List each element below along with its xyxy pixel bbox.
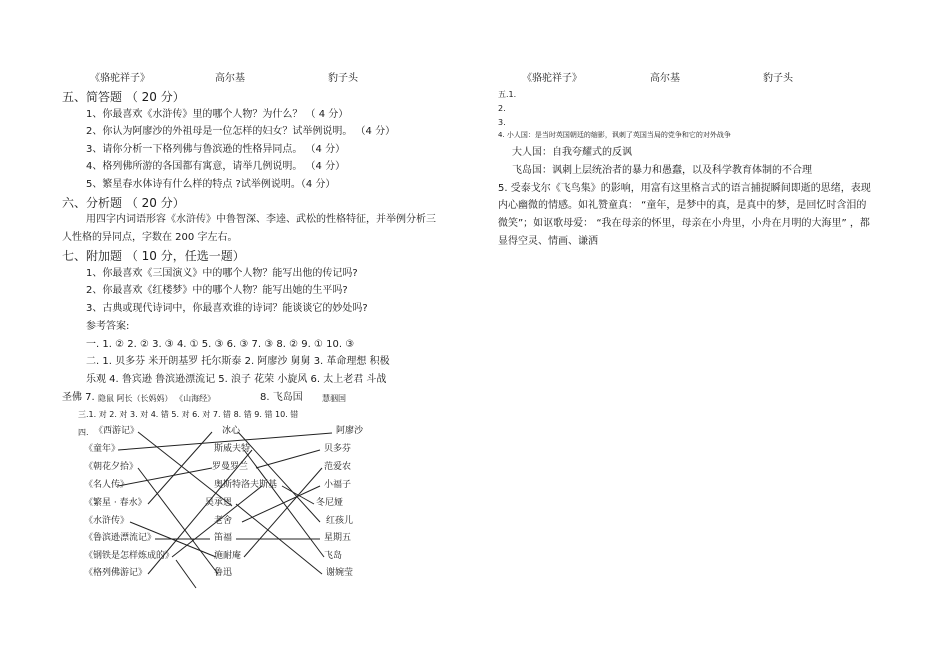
match-character-2: 贝多芬 bbox=[324, 444, 352, 454]
match-line bbox=[138, 468, 218, 574]
right-header-author: 高尔基 bbox=[650, 73, 680, 84]
section-7-item-2: 2、你最喜欢《红楼梦》中的哪个人物？能写出她的生平吗? bbox=[86, 285, 348, 296]
match-line bbox=[256, 450, 320, 468]
right-answer-5-2: 2. bbox=[498, 104, 506, 113]
answers-part-1: 一. 1. ② 2. ② 3. ③ 4. ① 5. ③ 6. ③ 7. ③ 8. ② 9. ① 10. ③ bbox=[86, 339, 355, 350]
match-character-3: 范爱农 bbox=[324, 462, 352, 472]
right-answer-5-4: 4. 小人国：是当时英国朝廷的缩影，讽刺了英国当局的党争和它的对外战争 bbox=[498, 131, 731, 139]
match-character-5: 冬尼娅 bbox=[316, 498, 344, 508]
section-5-item-2: 2、你认为阿廖沙的外祖母是一位怎样的妇女？试举例说明。 （4 分） bbox=[86, 126, 396, 137]
section-6-line-1: 用四字内词语形容《水浒传》中鲁智深、李逵、武松的性格特征，并举例分析三 bbox=[86, 214, 436, 225]
section-5-title: 五、简答题 （ 20 分） bbox=[62, 90, 185, 104]
section-5-item-4: 4、格列佛所游的各国都有寓意，请举几例说明。 （4 分） bbox=[86, 161, 346, 172]
answers-part-2-line-1: 二. 1. 贝多芬 米开朗基罗 托尔斯泰 2. 阿廖沙 舅舅 3. 革命理想 积极 bbox=[86, 356, 390, 367]
match-line bbox=[118, 468, 212, 486]
section-5-item-5: 5、繁星春水体诗有什么样的特点 ?试举例说明。（4 分） bbox=[86, 179, 336, 190]
answers-part-4-label: 四. bbox=[78, 428, 89, 437]
match-author-9: 鲁迅 bbox=[214, 568, 233, 578]
answers-part-2-line-3: 圣佛 7. bbox=[62, 392, 95, 403]
match-character-6: 红孩儿 bbox=[326, 516, 354, 526]
section-5-item-3: 3、请你分析一下格列佛与鲁滨逊的性格异同点。 （4 分） bbox=[86, 144, 346, 155]
match-character-8: 飞岛 bbox=[324, 551, 343, 561]
match-line bbox=[176, 560, 196, 588]
match-line bbox=[148, 450, 252, 574]
right-answer-flying-island: 飞岛国：讽刺上层统治者的暴力和愚蠢，以及科学教育体制的不合理 bbox=[512, 165, 812, 176]
match-line bbox=[242, 486, 320, 522]
right-answer-big-people: 大人国：自我夸耀式的反讽 bbox=[512, 147, 632, 158]
answers-title: 参考答案: bbox=[86, 321, 130, 332]
match-book-2: 《童年》 bbox=[84, 444, 121, 454]
match-author-8: 施耐庵 bbox=[214, 551, 242, 561]
right-answer-5-1: 五.1. bbox=[498, 90, 517, 99]
match-author-4: 奥斯特洛夫斯基 bbox=[214, 480, 278, 490]
match-book-4: 《名人传》 bbox=[84, 480, 130, 490]
answers-part-2-small-1: 隐鼠 阿长（长妈妈） 《山海经》 bbox=[98, 394, 216, 403]
match-book-1: 《西游记》 bbox=[94, 426, 140, 436]
left-header-book: 《骆驼祥子》 bbox=[90, 73, 150, 84]
match-author-5: 吴承恩 bbox=[205, 498, 233, 508]
answers-part-3: 三.1. 对 2. 对 3. 对 4. 错 5. 对 6. 对 7. 错 8. 错 9. 错 10. 错 bbox=[78, 410, 299, 419]
match-book-9: 《格列佛游记》 bbox=[84, 568, 148, 578]
right-answer-5-5-line-2: 内心幽微的情感。如礼赞童真： “童年，是梦中的真，是真中的梦，是回忆时含泪的 bbox=[498, 200, 867, 211]
section-5-item-1: 1、你最喜欢《水浒传》里的哪个人物？为什么？ （ 4 分） bbox=[86, 109, 349, 120]
right-answer-5-5-line-1: 5. 受泰戈尔《飞鸟集》的影响，用富有这里格言式的语言捕捉瞬间即逝的思绪，表现 bbox=[498, 183, 871, 194]
match-line bbox=[138, 432, 232, 506]
match-author-6: 老舍 bbox=[214, 516, 233, 526]
right-answer-5-3: 3. bbox=[498, 118, 506, 127]
answers-part-2-line-3b: 8. 飞岛国 bbox=[260, 392, 303, 403]
right-header-book: 《骆驼祥子》 bbox=[522, 73, 582, 84]
section-6-line-2: 人性格的异同点，字数在 200 字左右。 bbox=[62, 232, 238, 243]
match-author-1: 冰心 bbox=[222, 426, 241, 436]
section-7-title: 七、附加题 （ 10 分，任选一题） bbox=[62, 249, 245, 263]
match-line bbox=[172, 486, 262, 557]
match-author-2: 斯威夫特 bbox=[214, 444, 251, 454]
match-book-5: 《繁星 · 春水》 bbox=[84, 498, 147, 508]
right-answer-5-5-line-4: 显得空灵、情画、谦洒 bbox=[498, 236, 598, 247]
match-character-1: 阿廖沙 bbox=[336, 426, 364, 436]
match-character-4: 小福子 bbox=[324, 480, 352, 490]
match-line bbox=[148, 432, 212, 504]
left-header-author: 高尔基 bbox=[215, 73, 245, 84]
match-author-7: 笛福 bbox=[214, 533, 233, 543]
match-line bbox=[244, 450, 324, 557]
section-6-title: 六、分析题 （ 20 分） bbox=[62, 196, 185, 210]
left-header-nickname: 豹子头 bbox=[328, 73, 358, 84]
match-author-3: 罗曼罗兰 bbox=[212, 462, 249, 472]
match-book-7: 《鲁滨逊漂流记》 bbox=[84, 533, 157, 543]
section-7-item-1: 1、你最喜欢《三国演义》中的哪个人物？能写出他的传记吗? bbox=[86, 268, 358, 279]
match-book-6: 《水浒传》 bbox=[84, 516, 130, 526]
match-character-9: 谢婉莹 bbox=[326, 568, 354, 578]
answers-part-2-small-2: 慧骃国 bbox=[322, 394, 346, 403]
match-character-7: 星期五 bbox=[324, 533, 352, 543]
match-book-3: 《朝花夕拾》 bbox=[84, 462, 139, 472]
right-answer-5-5-line-3: 微笑”；如讴歌母爱： “我在母亲的怀里，母亲在小舟里，小舟在月明的大海里” ，都 bbox=[498, 218, 870, 229]
match-line bbox=[238, 432, 320, 522]
match-book-8: 《钢铁是怎样炼成的》 bbox=[84, 551, 175, 561]
right-header-nickname: 豹子头 bbox=[763, 73, 793, 84]
section-7-item-3: 3、古典或现代诗词中，你最喜欢谁的诗词？能谈谈它的妙处吗? bbox=[86, 303, 368, 314]
answers-part-2-line-2: 乐观 4. 鲁宾逊 鲁滨逊漂流记 5. 浪子 花荣 小旋风 6. 太上老君 斗战 bbox=[86, 374, 387, 385]
